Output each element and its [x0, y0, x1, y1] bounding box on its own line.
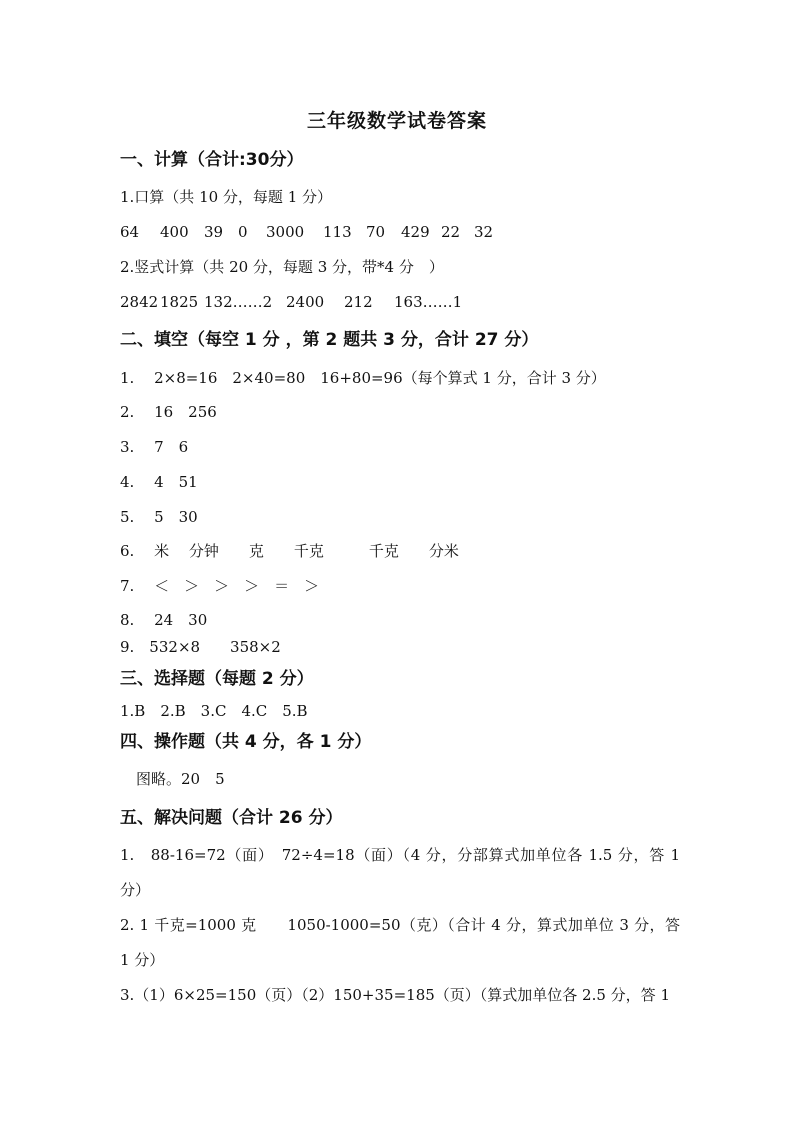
answer-value: 113 — [323, 223, 352, 241]
section-2-item: 4. 4 51 — [120, 473, 198, 491]
answer-value: 2400 — [286, 293, 325, 311]
answer-value: 64 — [120, 223, 140, 241]
answer-value: 429 — [401, 223, 430, 241]
answer-value: 400 — [160, 223, 189, 241]
answer-value: 132……2 — [204, 293, 273, 311]
answer-value: 32 — [474, 223, 494, 241]
section-2-item: 2. 16 256 — [120, 403, 217, 421]
answer-value: 212 — [344, 293, 373, 311]
section-5-item: 3.（1）6×25=150（页）（2）150+35=185（页）（算式加单位各 2.5 分，答 1 — [120, 986, 670, 1004]
section-1-q2-label: 2.竖式计算（共 20 分，每题 3 分，带*4 分 ） — [120, 258, 444, 276]
answer-value: 0 — [238, 223, 248, 241]
section-2-item: 7. ＜ ＞ ＞ ＞ ＝ ＞ — [120, 577, 320, 595]
answer-value: 22 — [441, 223, 461, 241]
answer-value: 1825 — [160, 293, 199, 311]
section-2-heading: 二、填空（每空 1 分 ，第 2 题共 3 分，合计 27 分） — [120, 330, 539, 350]
answer-value: 163……1 — [394, 293, 463, 311]
section-5-heading: 五、解决问题（合计 26 分） — [120, 808, 343, 828]
answer-value: 70 — [366, 223, 386, 241]
section-2-item: 3. 7 6 — [120, 438, 189, 456]
answer-value: 39 — [204, 223, 224, 241]
section-5-item: 2. 1 千克=1000 克 1050-1000=50（克）（合计 4 分，算式加单位 3 分，答 1 分） — [120, 916, 680, 969]
section-2-item: 1. 2×8=16 2×40=80 16+80=96（每个算式 1 分，合计 3 分） — [120, 369, 606, 387]
section-1-heading: 一、计算（合计:30分） — [120, 150, 304, 170]
section-2-item: 6. 米 分钟 克 千克 千克 分米 — [120, 542, 459, 560]
section-3-heading: 三、选择题（每题 2 分） — [120, 669, 314, 689]
section-1-q1-answers — [120, 223, 493, 241]
answer-value: 2842 — [120, 293, 159, 311]
section-3-answers: 1.B 2.B 3.C 4.C 5.B — [120, 702, 308, 720]
section-4-answer: 图略。20 5 — [136, 770, 225, 788]
answer-value: 3000 — [266, 223, 305, 241]
page-title: 三年级数学试卷答案 — [306, 110, 487, 132]
section-2-item: 5. 5 30 — [120, 508, 198, 526]
section-5-item: 1. 88-16=72（面） 72÷4=18（面）（4 分，分部算式加单位各 1.5 分，答 1 分） — [120, 846, 680, 899]
section-2-item: 9. 532×8 358×2 — [120, 638, 281, 656]
section-1-q2-answers — [120, 293, 462, 311]
section-1-q1-label: 1.口算（共 10 分，每题 1 分） — [120, 188, 333, 206]
section-4-heading: 四、操作题（共 4 分，各 1 分） — [120, 732, 372, 752]
section-2-item: 8. 24 30 — [120, 611, 208, 629]
